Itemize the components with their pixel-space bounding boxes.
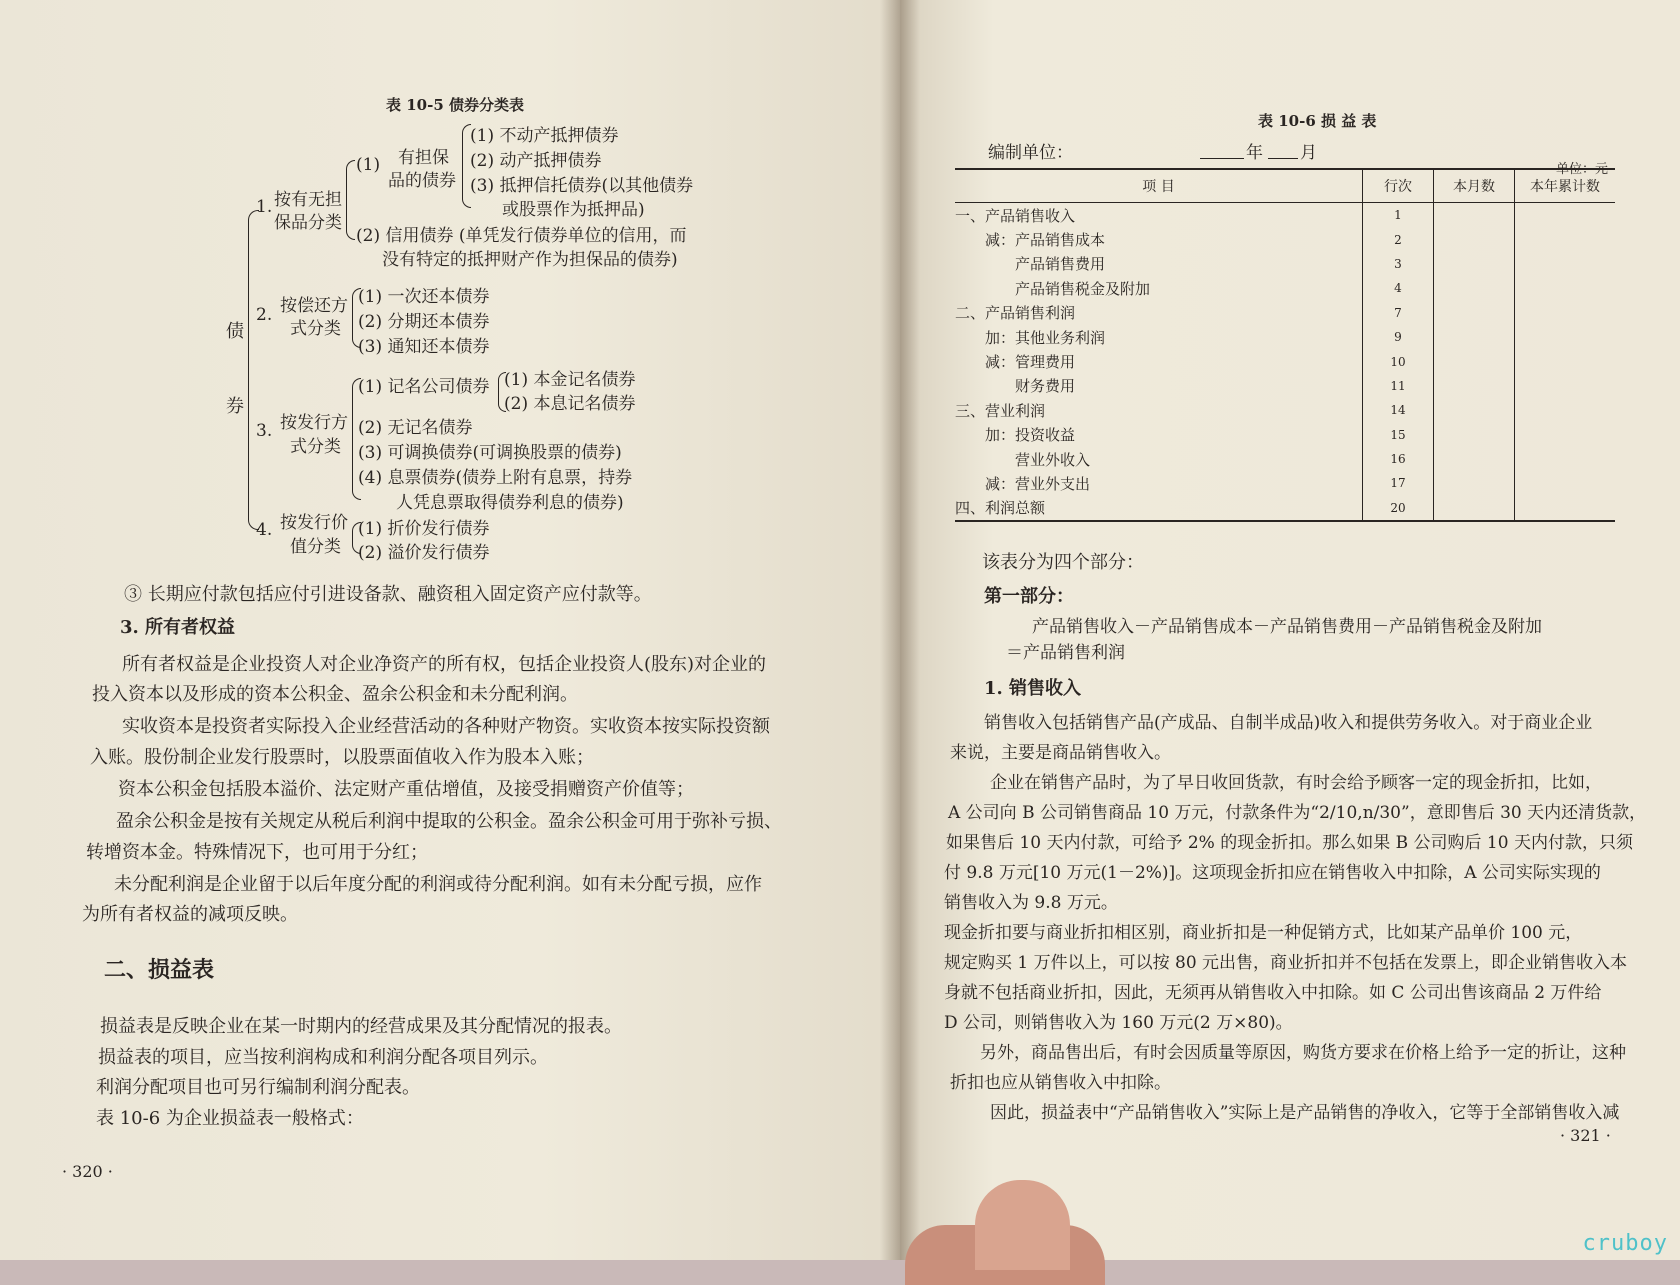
- month-blank: [1268, 158, 1298, 159]
- root-label-2: 券: [226, 396, 244, 417]
- paragraph-line: 折扣也应从销售收入中扣除。: [950, 1073, 1171, 1093]
- g1-number: 1.: [256, 197, 273, 217]
- row-item: 加：其他业务利润: [955, 328, 1106, 347]
- row-item: 减：管理费用: [955, 353, 1076, 372]
- thumb-tip: [975, 1180, 1070, 1270]
- row-item: 一、产品销售收入: [955, 206, 1076, 225]
- row-number: 14: [1363, 398, 1434, 422]
- row-number: 2: [1363, 227, 1434, 251]
- formula-line-1: 产品销售收入－产品销售成本－产品销售费用－产品销售税金及附加: [1032, 617, 1542, 637]
- row-number: 17: [1363, 471, 1434, 495]
- g2-label-1: 按偿还方: [280, 296, 348, 316]
- g4-label-1: 按发行价: [280, 513, 348, 533]
- g4-number: 4.: [256, 520, 273, 540]
- paragraph-line: 现金折扣要与商业折扣相区别，商业折扣是一种促销方式，比如某产品单价 100 元，: [944, 923, 1583, 943]
- year-label: 年: [1246, 143, 1263, 163]
- root-brace: [248, 210, 259, 530]
- table-row: [955, 447, 1615, 471]
- g2-number: 2.: [256, 305, 273, 325]
- table-row: [955, 471, 1615, 495]
- header-month: 本月数: [1434, 169, 1515, 203]
- row-number: 4: [1363, 276, 1434, 300]
- heading-sales-revenue: 1. 销售收入: [984, 678, 1082, 699]
- g2-item: (2) 分期还本债券: [358, 312, 490, 332]
- table-row: [955, 349, 1615, 373]
- paragraph-line: 销售收入为 9.8 万元。: [944, 893, 1118, 913]
- row-month-cell: [1434, 325, 1515, 349]
- row-month-cell: [1434, 301, 1515, 325]
- g1-sub1-item: 或股票作为抵押品): [502, 200, 645, 220]
- row-month-cell: [1434, 252, 1515, 276]
- formula-line-2: ＝产品销售利润: [1006, 643, 1125, 663]
- org-label: 编制单位：: [988, 143, 1073, 163]
- root-label-1: 债: [226, 321, 244, 342]
- g3-item: (3) 可调换债券(可调换股票的债券): [358, 443, 622, 463]
- income-statement-table: [955, 168, 1615, 522]
- paragraph-line: 所有者权益是企业投资人对企业净资产的所有权，包括企业投资人(股东)对企业的: [122, 654, 767, 675]
- row-item: 财务费用: [955, 377, 1076, 396]
- g3-label-2: 式分类: [290, 437, 341, 457]
- row-item: 减：产品销售成本: [955, 231, 1106, 250]
- row-ytd-cell: [1515, 203, 1616, 228]
- g4-label-2: 值分类: [290, 537, 341, 557]
- section-title-income-statement: 二、损益表: [104, 957, 215, 983]
- row-ytd-cell: [1515, 252, 1616, 276]
- g3-label-1: 按发行方: [280, 413, 348, 433]
- row-number: 1: [1363, 203, 1434, 228]
- g1-label-1: 按有无担: [274, 190, 342, 210]
- g1-sub2-line-2: 没有特定的抵押财产作为担保品的债券): [382, 250, 678, 270]
- section-paragraph: 损益表的项目，应当按利润构成和利润分配各项目列示。: [98, 1047, 548, 1068]
- g3-item-1-sub: (2) 本息记名债券: [504, 394, 636, 414]
- header-item: 项 目: [955, 169, 1363, 203]
- paragraph-line: 资本公积金包括股本溢价、法定财产重估增值，及接受捐赠资产价值等；: [118, 779, 694, 800]
- row-item: 四、利润总额: [955, 496, 1363, 521]
- part-one-label: 第一部分：: [984, 586, 1074, 607]
- row-month-cell: [1434, 471, 1515, 495]
- row-ytd-cell: [1515, 423, 1616, 447]
- row-item: 营业外收入: [955, 450, 1091, 469]
- section-paragraph: 表 10-6 为企业损益表一般格式：: [96, 1108, 364, 1129]
- row-month-cell: [1434, 423, 1515, 447]
- book-gutter: [880, 0, 920, 1260]
- row-month-cell: [1434, 496, 1515, 521]
- g3-item-1: (1) 记名公司债券: [358, 377, 490, 397]
- paragraph-line: 盈余公积金是按有关规定从税后利润中提取的公积金。盈余公积金可用于弥补亏损、: [116, 811, 782, 832]
- table-row: [955, 301, 1615, 325]
- table-row: [955, 496, 1615, 521]
- g1-label-2: 保品分类: [274, 213, 342, 233]
- table-row: [955, 203, 1615, 228]
- table-row: [955, 423, 1615, 447]
- row-ytd-cell: [1515, 301, 1616, 325]
- header-ytd: 本年累计数: [1515, 169, 1616, 203]
- row-ytd-cell: [1515, 325, 1616, 349]
- g3-item-1-sub: (1) 本金记名债券: [504, 370, 636, 390]
- paragraph-line: 销售收入包括销售产品(产成品、自制半成品)收入和提供劳务收入。对于商业企业: [984, 713, 1593, 733]
- paragraph-line: 另外，商品售出后，有时会因质量等原因，购货方要求在价格上给予一定的折让，这种: [980, 1043, 1626, 1063]
- table-intro: 该表分为四个部分：: [982, 552, 1144, 573]
- table-row: [955, 398, 1615, 422]
- paragraph-line: 身就不包括商业折扣，因此，无须再从销售收入中扣除。如 C 公司出售该商品 2 万件给: [944, 983, 1602, 1003]
- row-month-cell: [1434, 374, 1515, 398]
- g4-item: (2) 溢价发行债券: [358, 543, 490, 563]
- g1-sub1-number: (1): [356, 155, 381, 175]
- table-10-5-caption: 表 10-5 债券分类表: [386, 96, 524, 114]
- row-item: 二、产品销售利润: [955, 304, 1076, 323]
- paragraph-line: 因此，损益表中“产品销售收入”实际上是产品销售的净收入，它等于全部销售收入减: [990, 1103, 1620, 1123]
- g2-item: (1) 一次还本债券: [358, 287, 490, 307]
- g3-item: (2) 无记名债券: [358, 418, 473, 438]
- paragraph-line: 为所有者权益的减项反映。: [82, 904, 298, 925]
- row-month-cell: [1434, 276, 1515, 300]
- g1-sub1-item: (3) 抵押信托债券(以其他债券: [470, 176, 694, 196]
- row-item: 减：营业外支出: [955, 474, 1091, 493]
- row-number: 16: [1363, 447, 1434, 471]
- paragraph-line: 入账。股份制企业发行股票时，以股票面值收入作为股本入账；: [90, 747, 594, 768]
- table-row: [955, 325, 1615, 349]
- paragraph-line: 付 9.8 万元[10 万元(1－2%)]。这项现金折扣应在销售收入中扣除，A 公司实际实现的: [944, 863, 1601, 883]
- row-number: 9: [1363, 325, 1434, 349]
- table-row: [955, 374, 1615, 398]
- g1-sub1-item: (1) 不动产抵押债券: [470, 126, 619, 146]
- table-row: [955, 276, 1615, 300]
- paragraph-long-term-payables: ③ 长期应付款包括应付引进设备款、融资租入固定资产应付款等。: [124, 584, 652, 605]
- g3-item: (4) 息票债券(债券上附有息票，持券: [358, 468, 633, 488]
- row-month-cell: [1434, 447, 1515, 471]
- g3-item: 人凭息票取得债券利息的债券): [396, 493, 624, 513]
- section-paragraph: 损益表是反映企业在某一时期内的经营成果及其分配情况的报表。: [100, 1016, 622, 1037]
- row-ytd-cell: [1515, 349, 1616, 373]
- g1-brace: [346, 160, 355, 240]
- row-number: 20: [1363, 496, 1434, 521]
- row-ytd-cell: [1515, 227, 1616, 251]
- month-label: 月: [1300, 143, 1317, 163]
- g1-sub1-label-2: 品的债券: [388, 171, 456, 191]
- page-number-left: · 320 ·: [62, 1162, 113, 1181]
- row-number: 3: [1363, 252, 1434, 276]
- table-header-row: [955, 169, 1615, 203]
- paragraph-line: 转增资本金。特殊情况下，也可用于分红；: [86, 842, 428, 863]
- row-number: 10: [1363, 349, 1434, 373]
- row-month-cell: [1434, 349, 1515, 373]
- row-month-cell: [1434, 227, 1515, 251]
- row-ytd-cell: [1515, 447, 1616, 471]
- row-ytd-cell: [1515, 471, 1616, 495]
- row-item: 产品销售税金及附加: [955, 279, 1151, 298]
- row-number: 15: [1363, 423, 1434, 447]
- table-row: [955, 227, 1615, 251]
- g2-label-2: 式分类: [290, 319, 341, 339]
- g2-item: (3) 通知还本债券: [358, 337, 490, 357]
- row-item: 三、营业利润: [955, 401, 1046, 420]
- row-ytd-cell: [1515, 496, 1616, 521]
- g3-number: 3.: [256, 421, 273, 441]
- row-ytd-cell: [1515, 374, 1616, 398]
- watermark-text: cruboy: [1582, 1231, 1668, 1256]
- row-number: 11: [1363, 374, 1434, 398]
- page-number-right: · 321 ·: [1560, 1126, 1611, 1145]
- row-number: 7: [1363, 301, 1434, 325]
- paragraph-line: 企业在销售产品时，为了早日收回货款，有时会给予顾客一定的现金折扣，比如，: [990, 773, 1602, 793]
- row-item: 加：投资收益: [955, 426, 1076, 445]
- row-month-cell: [1434, 398, 1515, 422]
- table-10-6-caption: 表 10-6 损 益 表: [1258, 112, 1377, 130]
- heading-owners-equity: 3. 所有者权益: [120, 617, 236, 638]
- paragraph-line: D 公司，则销售收入为 160 万元(2 万×80)。: [944, 1013, 1293, 1033]
- row-month-cell: [1434, 203, 1515, 228]
- paragraph-line: 来说，主要是商品销售收入。: [950, 743, 1171, 763]
- g1-sub2-line-1: (2) 信用债券 (单凭发行债券单位的信用，而: [356, 226, 687, 246]
- paragraph-line: 如果售后 10 天内付款，可给予 2% 的现金折扣。那么如果 B 公司购后 10 天内付款，只须: [946, 833, 1633, 853]
- g4-item: (1) 折价发行债券: [358, 519, 490, 539]
- g1-sub1-label-1: 有担保: [398, 148, 449, 168]
- paragraph-line: 实收资本是投资者实际投入企业经营活动的各种财产物资。实收资本按实际投资额: [122, 716, 770, 737]
- table-row: [955, 252, 1615, 276]
- paragraph-line: A 公司向 B 公司销售商品 10 万元，付款条件为“2/10,n/30”，意即售后 30 天内还清货款，: [948, 803, 1647, 823]
- year-blank: [1200, 158, 1244, 159]
- section-paragraph: 利润分配项目也可另行编制利润分配表。: [96, 1077, 420, 1098]
- row-item: 产品销售费用: [955, 255, 1106, 274]
- g1-sub1-item: (2) 动产抵押债券: [470, 151, 602, 171]
- paragraph-line: 规定购买 1 万件以上，可以按 80 元出售，商业折扣并不包括在发票上，即企业销售收入本: [944, 953, 1628, 973]
- header-row-no: 行次: [1363, 169, 1434, 203]
- row-ytd-cell: [1515, 398, 1616, 422]
- paragraph-line: 投入资本以及形成的资本公积金、盈余公积金和未分配利润。: [92, 684, 578, 705]
- row-ytd-cell: [1515, 276, 1616, 300]
- unit-label: 单位：元: [1556, 162, 1609, 177]
- paragraph-line: 未分配利润是企业留于以后年度分配的利润或待分配利润。如有未分配亏损，应作: [114, 874, 762, 895]
